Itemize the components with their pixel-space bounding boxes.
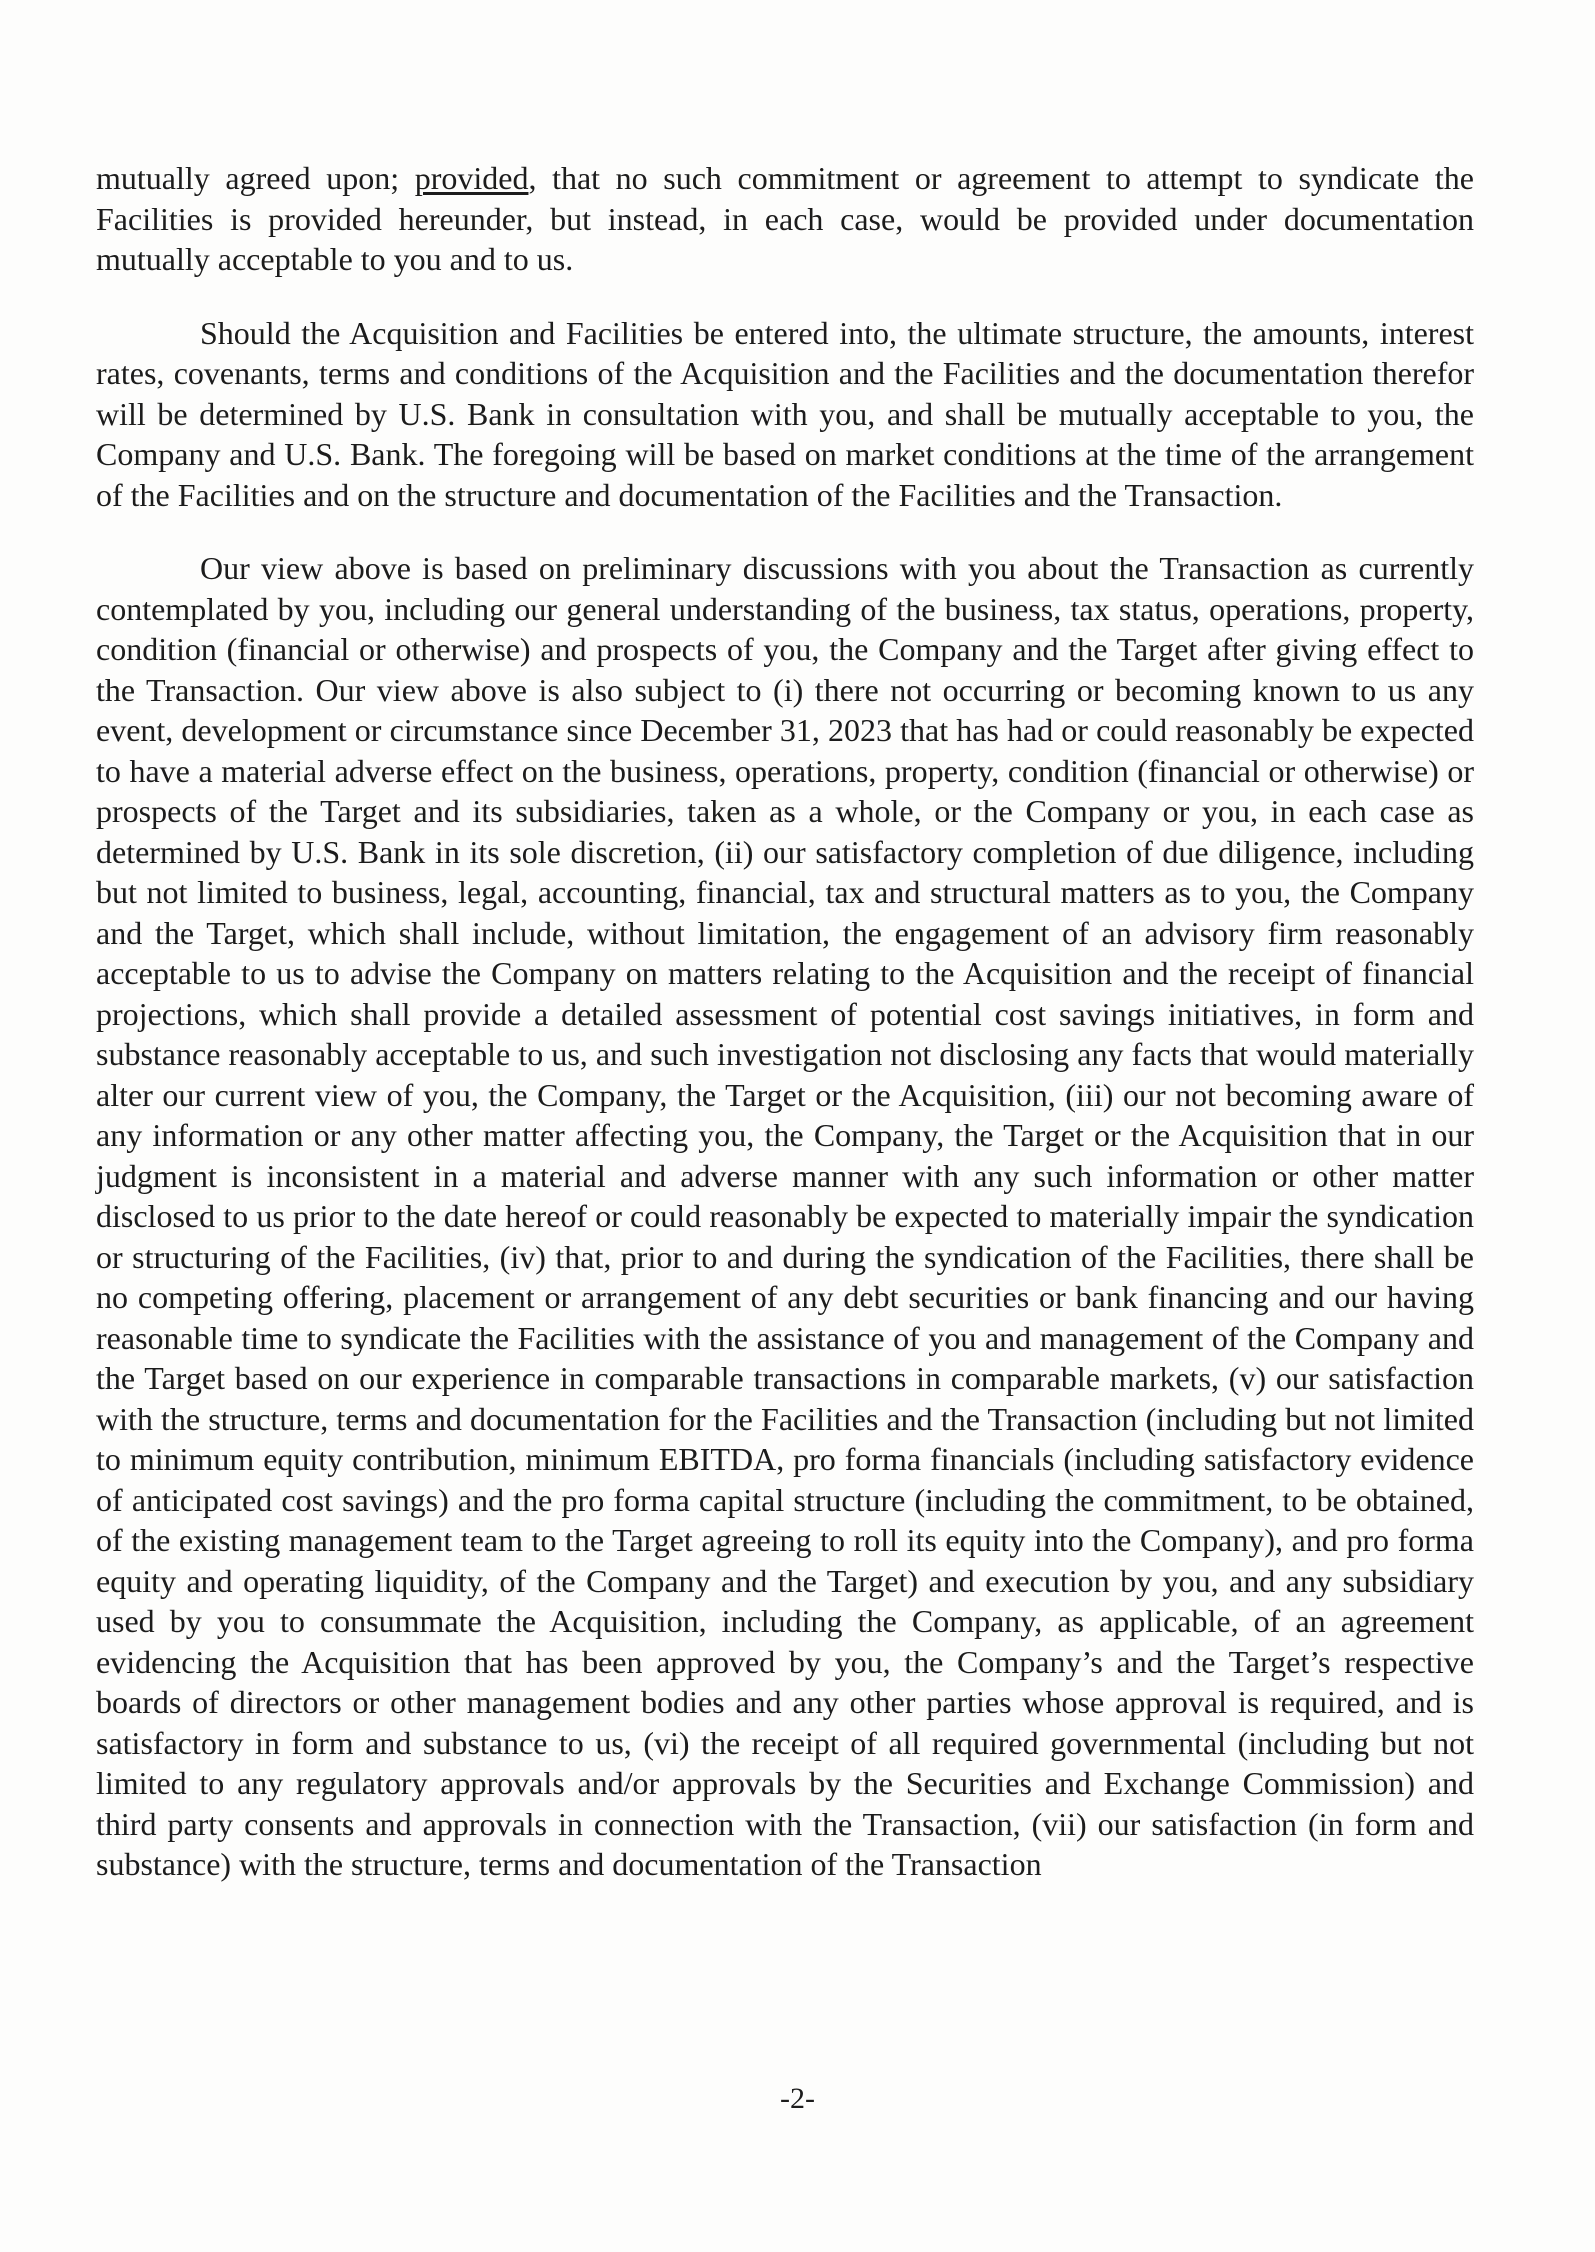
paragraph-syndication-proviso: [96, 158, 1474, 280]
document-body: [96, 158, 1474, 1918]
paragraph-1-lead: mutually agreed upon;: [96, 160, 415, 196]
provided-underlined-term: provided: [414, 160, 529, 196]
paragraph-1-rest: , that no such commitment or agreement to attempt to syndicate the Facilities is provided hereunder, but instead, in each case, would be provided under documentation mutually acceptable to you and to us.: [96, 160, 1475, 277]
paragraph-structure-terms: Should the Acquisition and Facilities be entered into, the ultimate structure, the amounts, interest rates, covenants, terms and conditions of the Acquisition and the Facilities and the documentation therefor will be determined by U.S. Bank in consultation with you, and shall be mutually acceptable to you, the Company and U.S. Bank. The foregoing will be based on market conditions at the time of the arrangement of the Facilities and on the structure and documentation of the Facilities and the Transaction.: [96, 314, 1474, 513]
page-number: -2-: [780, 2082, 815, 2115]
paragraph-view-conditions: Our view above is based on preliminary discussions with you about the Transaction as currently contemplated by you, including our general understanding of the business, tax status, operations, property, condition (financial or otherwise) and prospects of you, the Company and the Target after giving effect to the Transaction. Our view above is also subject to (i) there not occurring or becoming known to us any event, development or circumstance since December 31, 2023 that has had or could reasonably be expected to have a material adverse effect on the business, operations, property, condition (financial or otherwise) or prospects of the Target and its subsidiaries, taken as a whole, or the Company or you, in each case as determined by U.S. Bank in its sole discretion, (ii) our satisfactory completion of due diligence, including but not limited to business, legal, accounting, financial, tax and structural matters as to you, the Company and the Target, which shall include, without limitation, the engagement of an advisory firm reasonably acceptable to us to advise the Company on matters relating to the Acquisition and the receipt of financial projections, which shall provide a detailed assessment of potential cost savings initiatives, in form and substance reasonably acceptable to us, and such investigation not disclosing any facts that would materially alter our current view of you, the Company, the Target or the Acquisition, (iii) our not becoming aware of any information or any other matter affecting you, the Company, the Target or the Acquisition that in our judgment is inconsistent in a material and adverse manner with any such information or other matter disclosed to us prior to the date hereof or could reasonably be expected to materially impair the syndication or structuring of the Facilities, (iv) that, prior to and during the syndication of the Facilities, there shall be no competing offering, placement or arrangement of any debt securities or bank financing and our having reasonable time to syndicate the Facilities with the assistance of you and management of the Company and the Target based on our experience in comparable transactions in comparable markets, (v) our satisfaction with the structure, terms and documentation for the Facilities and the Transaction (including but not limited to minimum equity contribution, minimum EBITDA, pro forma financials (including satisfactory evidence of anticipated cost savings) and the pro forma capital structure (including the commitment, to be obtained, of the existing management team to the Target agreeing to roll its equity into the Company), and pro forma equity and operating liquidity, of the Company and the Target) and execution by you, and any subsidiary used by you to consummate the Acquisition, including the Company, as applicable, of an agreement evidencing the Acquisition that has been approved by you, the Company’s and the Target’s respective boards of directors or other management bodies and any other parties whose approval is required, and is satisfactory in form and substance to us, (vi) the receipt of all required governmental (including but not limited to any regulatory approvals and/or approvals by the Securities and Exchange Commission) and third party consents and approvals in connection with the Transaction, (vii) our satisfaction (in form and substance) with the structure, terms and documentation of the Transaction: [96, 550, 1474, 1882]
